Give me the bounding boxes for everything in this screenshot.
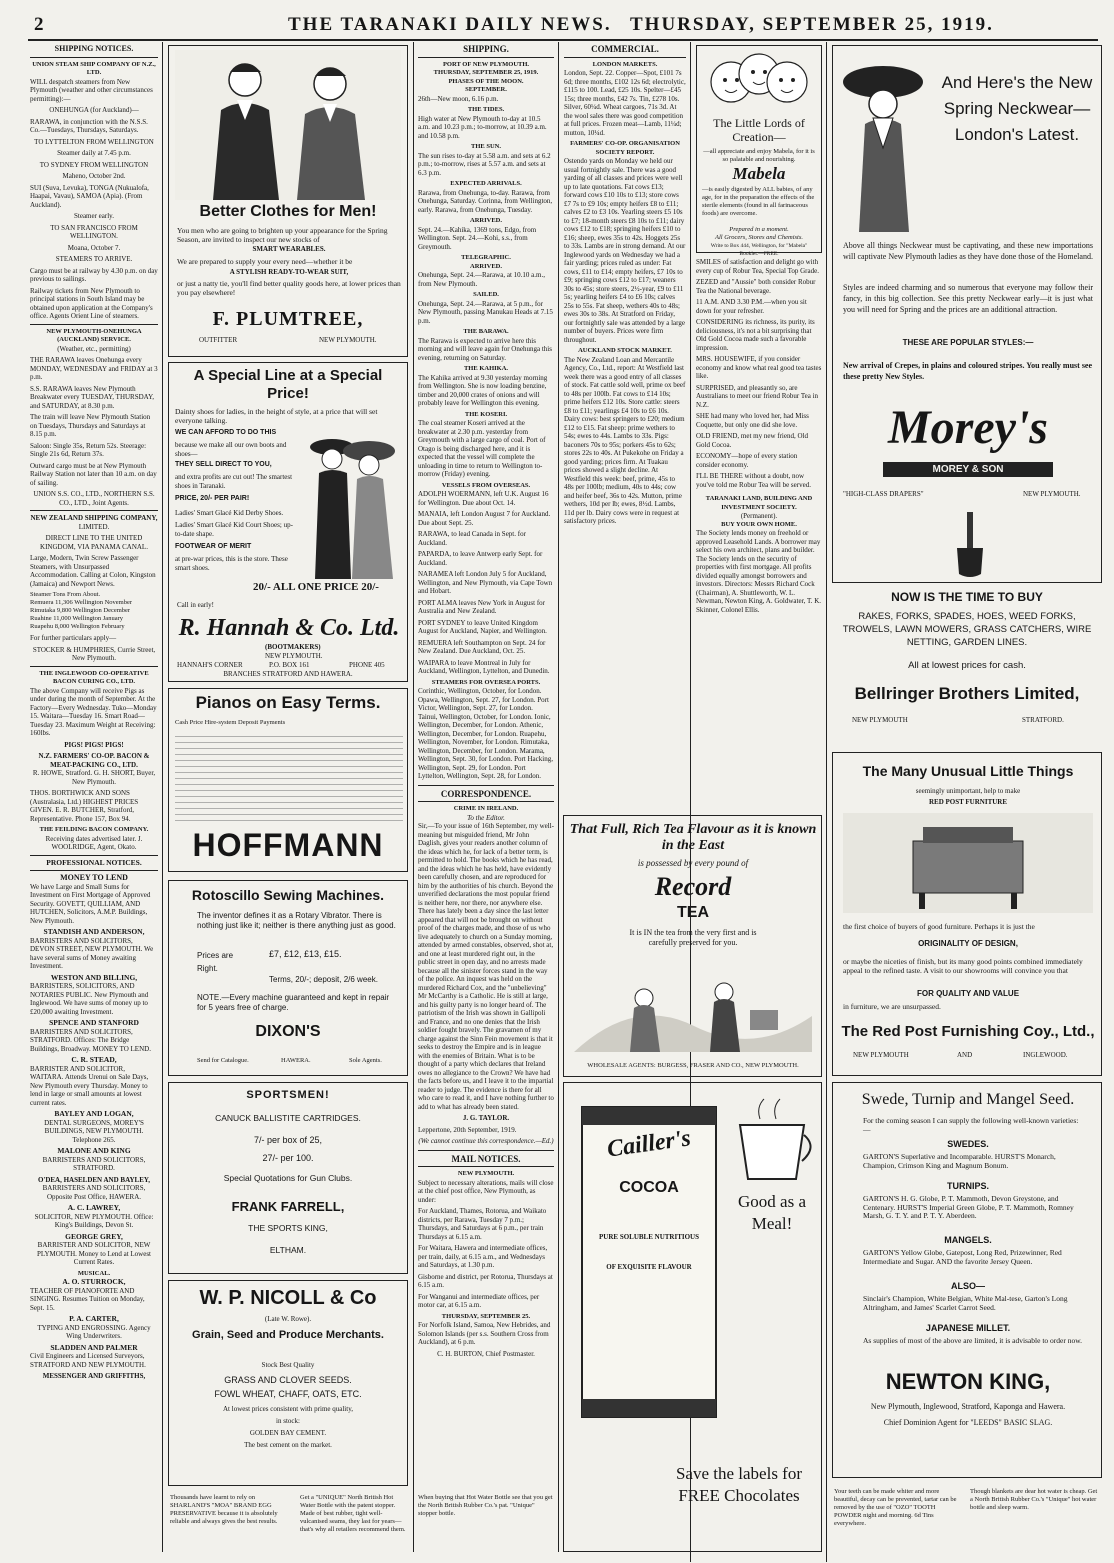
ad-copy: Prepared in a moment. [729,226,789,233]
price-table-header: Cash Price Hire-system Deposit Payments [175,719,286,726]
ad-copy: or maybe the niceties of finish, but its many good points combined immediately appeal to the refined taste. A visit to our showrooms will convince you that [843,957,1083,975]
ad-sub: (BOOTMAKERS) [265,643,321,651]
ad-copy: For the coming season I can supply the following well-known varieties:— [863,1116,1079,1134]
professional-notice: C. R. STEAD, [71,1055,117,1064]
notice-line: ONEHUNGA (for Auckland)— [49,106,139,114]
notice-title: NEW ZEALAND SHIPPING COMPANY, [30,514,158,522]
ad-copy: New arrival of Crepes, in plains and coloured stripes. You really must see these pretty New Styles. [843,361,1093,381]
ad-subhead: ALSO— [950,1281,985,1291]
ad-copy: seemingly unimportant, help to make [915,787,1021,795]
ad-headline: That Full, Rich Tea Flavour as it is known in the East [569,822,817,853]
professional-notice: BAYLEY AND LOGAN, [54,1109,134,1118]
ad-headline: Rotoscillo Sewing Machines. [191,887,385,903]
ad-phone: PHONE 405 [349,661,385,669]
plumtree-ad [168,45,408,357]
ad-copy: 27/- per 100. [262,1153,314,1163]
brand-name: HOFFMANN [192,827,384,863]
babies-illustration [703,50,815,112]
notice-line: DIRECT LINE TO THE UNITED KINGDOM, VIA PANAMA CANAL. [40,534,148,551]
ad-copy: —is easily digested by ALL babies, of any age, for in the preparation the effects of the sterile elements (found in all farinaceous foods) are overcome. [702,186,815,217]
tea-pickers-illustration [574,956,812,1052]
ad-copy: GARTON'S Yellow Globe, Gatepost, Long Red, Prizewinner, Red Intermediate and Sugar. AND the favorite Jersey Queen. [863,1248,1062,1266]
notice-title: THE INGLEWOOD CO-OPERATIVE BACON CURING CO., LTD. [39,669,149,685]
ad-headline: Better Clothes for Men! [199,203,377,220]
professional-notice: STANDISH AND ANDERSON, [43,927,145,936]
ad-copy: Special Quotations for Gun Clubs. [223,1173,353,1183]
cailler-ad [563,1082,822,1552]
professional-notice: MONEY TO LEND [60,873,128,882]
hannah-ad [168,362,408,682]
ad-town: NEW PLYMOUTH. [265,652,323,660]
newspaper-title: THE TARANAKI DAILY NEWS. [288,14,612,35]
ad-copy: A STYLISH READY-TO-WEAR SUIT, [229,268,349,276]
ad-copy: Stock Best Quality [261,1361,315,1369]
ad-subhead: ORIGINALITY OF DESIGN, [918,939,1018,948]
column-rule [413,42,414,1552]
ad-headline: SPORTSMEN! [246,1089,330,1101]
ad-copy: in furniture, we are unsurpassed. [843,1002,941,1011]
section-heading: SHIPPING. [463,45,509,54]
notice-body: WILL despatch steamers from New Plymouth (weather and other circumstances permitting):— [30,77,153,103]
ad-subhead: THESE ARE POPULAR STYLES:— [902,338,1034,347]
ozo-tooth-powder-notice: Your teeth can be made whiter and more beautiful, decay can be prevented, tartar can be removed by the use of "OZO" TOOTH POWDER night and morning. 6d Tins everywhere. [834,1488,957,1527]
ad-copy: or just a natty tie, you'll find better quality goods here, at lower prices than you pay elsewhere! [177,279,401,297]
hannah-logo: R. Hannah & Co. Ltd. [178,615,400,641]
morey-ad [832,45,1102,583]
ad-trade: "HIGH-CLASS DRAPERS" [843,490,924,498]
ad-copy: Write to Box 444, Wellington, for "Mabela" Booklet.—FREE. [710,243,808,257]
ad-copy: All Grocers, Stores and Chemists. [715,234,803,241]
ad-copy: Ladies' Smart Glacé Kid Court Shoes; up-to-date shape. [175,521,293,538]
notice-line: TO SYDNEY FROM WELLINGTON [39,160,149,169]
lady-illustration [839,52,929,232]
issue-date: THURSDAY, SEPTEMBER 25, 1919. [630,14,994,35]
ad-town: STRATFORD. [1022,716,1064,724]
advertiser-name: F. PLUMTREE, [212,308,364,330]
gentlemen-illustration [175,50,401,200]
ad-copy: Sinclair's Champion, White Belgian, White Mal-tese, Garton's Long Altringham, and James' Scarlet Carrot Seed. [863,1294,1068,1312]
ad-sub: THE SPORTS KING, [248,1223,328,1233]
ad-copy: SMART WEARABLES. [252,245,326,253]
ad-headline: Swede, Turnip and Mangel Seed. [861,1091,1075,1108]
ad-copy: WE CAN AFFORD TO DO THIS [175,429,277,436]
redpost-ad [832,752,1102,1076]
ad-copy: The best cement on the market. [244,1441,332,1449]
brand-name: Cailler's [605,1125,693,1163]
ad-headline: The Little Lords of Creation— [713,116,805,144]
ad-agents: Sole Agents. [349,1057,382,1064]
pianos-ad [168,688,408,872]
section-heading: SHIPPING NOTICES. [54,45,134,53]
ad-sub: (Late W. Rowe). [264,1315,312,1323]
ad-headline: The Many Unusual Little Things [862,763,1074,779]
professional-notice: O'DEA, HASELDEN AND BAYLEY, [37,1175,151,1184]
ad-copy: Ladies' Smart Glacé Kid Derby Shoes. [175,509,284,517]
ad-town: NEW PLYMOUTH [852,716,908,724]
page-number: 2 [34,14,46,35]
ad-copy: —all appreciate and enjoy Mabela, for it is so palatable and nourishing. [703,148,815,163]
professional-notice: A. O. STURROCK, [62,1277,126,1286]
unique-bottle-notice: When buying that Hot Water Bottle see that you get the North British Rubber Co.'s pat. "Unique" stopper bottle. [418,1494,553,1517]
ad-town: AND [957,1051,973,1059]
pigs-label: PIGS! [64,740,83,749]
ad-copy: At lowest prices consistent with prime quality, [223,1405,353,1413]
ad-copy: 7/- per box of 25, [253,1135,323,1145]
ad-copy: Prices are Right. [197,951,234,973]
column-rule [826,42,827,1562]
product-label: OF EXQUISITE FLAVOUR [606,1263,692,1271]
professional-notice: A. C. LAWREY, [67,1203,121,1212]
ad-headline: Pianos on Easy Terms. [195,693,381,712]
shipping-column: SHIPPING. PORT OF NEW PLYMOUTH. THURSDAY, SEPTEMBER 25, 1919. PHASES OF THE MOON. SEPTEMBER. 26th—New moon, 6.16 p.m. THE TIDES. High water at New Plymouth to-day at 10.5 a.m. and 10.23 p.m.; to-morrow, at 10.39 a.m. and 10.58 p.m. THE SUN. The sun rises to-day at 5.58 a.m. and sets at 6.2 p.m.; to-morrow, rises at 5.57 a.m. and sets at 6.3 p.m. EXPECTED ARRIVALS. Rarawa, from Onehunga, to-day. Rarawa, from Onehunga, Saturday. Corinna, from Wellington, early. Rarawa, from Onehunga, Tuesday. ARRIVED. Sept. 24.—Kahika, 1369 tons, Edgo, from Wellington. Sept. 24.—Kohi, s.s., from Greymouth. TELEGRAPHIC. ARRIVED. Onehunga, Sept. 24.—Rarawa, at 10.10 a.m., from New Plymouth. SAILED. Onehunga, Sept. 24.—Rarawa, at 5 p.m., for New Plymouth, passing Manukau Heads at 7.15 p.m. THE BARAWA. The Rarawa is expected to arrive here this morning and will leave again for Onehunga this evening, returning on Saturday. THE KAHIKA. The Kahika arrived at 9.30 yesterday morning from Wellington. She is now loading benzine, timber and 20,000 crates of onions and will probably leave for Wellington this evening. THE KOSERI. The coal steamer Koseri arrived at the breakwater at 2.30 p.m. yesterday from Greymouth with a large cargo of coal. Port of Otago is being discharged here, and it is expected that the vessel will complete the unloading in time to return to Wellington to-morrow (Friday) evening. VESSELS FROM OVERSEAS. ADOLPH WOERMANN, left U.K. August 16 for Wellington. Due about Oct. 14. MANAIA, left London August 7 for Auckland. Due about Sept. 25. RARAWA, to lead Canada in Sept. for Auckland. PAPARDA, to leave Antwerp early Sept. for Auckland. NARAMEA left London July 5 for Auckland, Wellington, and New Plymouth, via Cape Town and Hobart. PORT ALMA leaves New York in August for Australia and New Zealand. PORT SYDNEY to leave United Kingdom August for Auckland, Napier, and Wellington. REMUERA left Southampton on Sept. 24 for New Zealand. Due Auckland, Oct. 25. WAIPARA to leave Montreal in July for Auckland, Wellington, Lyttelton, and Dunedin. STEAMERS FOR OVERSEA PORTS. Corinthic, Wellington, October, for London. Opawa, Wellington, Sept. 27, for London. Port Victor, Wellington, Sept. 27, for London. Tainui, Wellington, October, for London. Ionic, Wellington, December, for London. Athenic, Wellington, December, for London. Ruapehu, Wellington, November, for London. Rimutaka, Wellington, December, for London. Marama, Wellington, Sept. 30, for London. Port Hacking, Wellington, Sept. 29, for London. Port Lyttelton, Wellington, Sept. 28, for London. CORRESPONDENCE. CRIME IN IRELAND. To the Editor. Sir,—To your issue of 16th September, my well-meaning but misguided friend, Mr John Daglish, gives your readers another column of the ideas which he, for lack of a better term, is permitted to hold. The books which he has read, and the ideas which he has held, have evidently been carefully chosen, and are reproduced for him by the authorities of his church. Beyond the unverified declarations the most popular friend is neither here, nor there, nor anywhere else. There has lately been a day since the last letter appeared that will not be brought on without proof of the charges made, and those of us who live adequately to church on a Sunday morning, attended by armed constables, observed, shot at, and one at least murdered right out, in the public street in open day, and no arrests made because all the sinister forces stand in the way of the police. An inquest was held on the murdered Richard Cox, and the "unbelieving" Mr McCarthy is a Catholic. He is still at large, and his guilty party is no longer heard of. The patriotism of the Irish was shown in Gallipoli and France, and no one denies that the Irish soldier fought bravely. The gravamen of my charge against the Sinn Fein movement is that it seeks to destroy the Empire and is in league with the enemies of Britain. What is to be thought of a party which declares that Ireland owes no allegiance to the Crown? We have had the facts before us, and I leave it to the impartial reader to judge. The evidence is there for all who care to read it, and I have nothing further to add to what has already been stated. J. G. TAYLOR. Leppertone, 20th September, 1919. (We cannot continue this correspondence.—Ed.) MAIL NOTICES. NEW PLYMOUTH. Subject to necessary alterations, mails will close at the chief post office, New Plymouth, as under: For Auckland, Thames, Rotorua, and Waikato districts, per Rarawa, Tuesday 7 p.m.; Thursdays, and Saturdays at 6 p.m., per train Thursdays at 6.15 a.m. For Waitara, Hawera and intermediate offices, per train, daily, at 6.15 a.m., and Wednesdays and Saturdays, at 1.30 p.m. Gisborne and district, per Rotorua, Thursdays at 6.15 a.m. For Wanganui and intermediate offices, per motor car, at 6.15 a.m. THURSDAY, SEPTEMBER 25. For Norfolk Island, Samoa, New Hebrides, and Solomon Islands (per s.s. Southern Cross from Auckland), at 6 p.m. C. H. BURTON, Chief Postmaster. [418,45,554,1358]
ad-copy: and extra profits are cut out! The smartest shoes in Taranaki. [175,473,293,490]
ad-price: PRICE, 20/- PER PAIR! [175,495,250,502]
ad-branches: BRANCHES STRATFORD AND HAWERA. [223,670,353,678]
brand-sub: TEA [677,904,709,921]
ad-headline: A Special Line at a Special Price! [193,367,383,402]
ad-subhead: JAPANESE MILLET. [925,1323,1011,1333]
ad-copy: Styles are indeed charming and so numerous that everyone may follow their fancy, in this big collection. See this pretty Neckwear early—it is just what you will need for Spring and the prices are an additional attraction. [843,283,1093,314]
sharland-notice: Thousands have learnt to rely on SHARLAND'S "MOA" BRAND EGG PRESERVATIVE because it is absolutely reliable and always gives the best results. [170,1494,278,1525]
sportsmen-ad [168,1082,408,1274]
ad-copy: GARTON'S Superlative and Incomparable. HURST'S Monarch, Champion, Crimson King and Magnum Bonum. [863,1152,1056,1170]
cup-illustration [730,1095,814,1185]
ad-subhead: TURNIPS. [946,1181,989,1191]
ad-copy: Chief Dominion Agent for "LEEDS" BASIC SLAG. [883,1418,1053,1427]
ad-copy: You men who are going to brighten up your appearance for the Spring Season, are invited to inspect our new stocks of [177,226,388,244]
commercial-column: COMMERCIAL. LONDON MARKETS. London, Sept. 22. Copper—Spot, £101 7s 6d; three months, £102 12s 6d; electrolytic, £115 to 100. Lead, £25 10s. Spelter—£45 15s; three months, £42 7s. Tin, £278 10s. Silver, 60¼d. Wheat cargoes, 71s 3d. At the wool sales there was good competition at full prices. Frozen meat—Lamb, 11¼d; mutton, 10¼d. FARMERS' CO-OP. ORGANISATION SOCIETY REPORT. Ostendo yards on Monday we held our usual fortnightly sale. There was a good yarding of all classes and prices were well up to late quotations. Fat cows £13; forward cows £10 10s to £13; store cows £7 7s to £9 10s; empty heifers £8 to £11; calves £2 to £3 10s. Yearling steers £5 10s to £7; 18-month steers £8 10s to £11; dairy cows £12 to £18; springing heifers £10 to £16; sheep, ewes 35s to 42s. Hoggets 25s to 33s. Lambs are in strong demand. At our Inglewood yards on Wednesday we had a fair yarding; prices ruled as under: Fat cows, £11 to £14; empty heifers, £7 10s to £9; springing cows £12 to £17; weaners 30s to 45s; store steers, 2½-year, £9 to £11 5s; yearling heifers £4 to £6 10s; calves 25s to 55s. Fat sheep, wethers 40s to 48s; ewes 30s to 38s. At Stratford on Friday, our fortnightly sale was attended by a large number of buyers. Prices were firm throughout. AUCKLAND STOCK MARKET. The New Zealand Loan and Mercantile Agency, Co., Ltd., report: At Westfield last week there was a good entry of all classes of stock. Fat cattle sold well, prime ox beef to 48s per 100lb. Fat cows to £14 10s; prime heifers £12 10s. Store cattle: steers £8 to £11; yearlings £4 10s to £6 10s. Dairy cows: best springers to £20; medium £12 to £15. Fat sheep: prime wethers to 54s; ewes to 44s. Lambs to 33s. Pigs: baconers 70s to 95s; porkers 45s to 62s; stores 22s to 40s. At Pukekohe on Friday a good yarding; prices firm. At Tuakau prices showed a slight decline. At Westfield this week: beef, prime, 45s to 48s per 100lb; medium, 40s to 44s; cow and heifer beef, 36s to 42s. Mutton, prime wethers, 10d per lb; ewes, 8½d. Lambs, 11d per lb. Dairy cows were in request at satisfactory prices. [564,45,686,525]
nicoll-ad [168,1280,408,1486]
spade-illustration [953,512,987,578]
ad-copy: because we make all our own boots and shoes— [175,441,287,458]
notice-body: RARAWA, in conjunction with the N.S.S. Co.—Tuesdays, Thursdays, Saturdays. [30,117,148,134]
ad-copy: RAKES, FORKS, SPADES, HOES, WEED FORKS, TROWELS, LAWN MOWERS, GRASS CATCHERS, WIRE NETTING, GARDEN LINES. [842,611,1092,648]
brand-name: DIXON'S [255,1023,321,1040]
professional-notice: WESTON AND BILLING, [50,972,138,982]
advertiser-name: FRANK FARRELL, [231,1199,345,1214]
professional-notice: SLADDEN AND PALMER [50,1342,138,1352]
professional-notice: MESSENGER AND GRIFFITHS, [42,1372,146,1380]
mabela-ad [696,45,822,257]
blankets-notice: Though blankets are dear hot water is cheap. Get a North British Rubber Co.'s "Unique" hot water bottle and sleep warm. [970,1488,1098,1511]
ad-copy: CANUCK BALLISTITE CARTRIDGES. [215,1113,361,1123]
brand-name: Mabela [732,164,786,183]
ad-tagline: Save the labels for FREE Chocolates [675,1464,803,1505]
ad-prices: £7, £12, £13, £15. [269,949,342,959]
ad-copy: GARTON'S H. G. Globe, P. T. Mammoth, Devon Greystone, and Centenary. HURST'S Imperial Green Globe, P. T. Mammoth, Romney Marsh, G. T. Y. and P. T. Y. Aberdeen. [863,1194,1074,1220]
notice-line: TO SAN FRANCISCO FROM WELLINGTON. [50,223,138,240]
ad-copy: the first choice of buyers of good furniture. Perhaps it is just the [843,922,1035,931]
masthead-rule [28,39,1098,41]
sewing-ad [168,880,408,1076]
ad-towns: New Plymouth, Inglewood, Stratford, Kaponga and Hawera. [870,1402,1066,1411]
advertiser-name: Bellringer Brothers Limited, [854,684,1080,703]
ad-copy: As supplies of most of the above are limited, it is advisable to order now. [863,1336,1083,1345]
ad-subhead: SWEDES. [947,1139,989,1149]
ad-copy: RED POST FURNITURE [928,798,1008,806]
ad-town: ELTHAM. [269,1245,307,1255]
hot-water-bottle-notice: Get a "UNIQUE" North British Hot Water Bottle with the patent stopper. Made of best rubber, tight well-vulcanised seams, they last for years—that's why all retailers recommend them. [300,1494,406,1533]
column-rule [558,42,559,1552]
furniture-illustration [843,813,1093,913]
ad-note: NOTE.—Every machine guaranteed and kept in repair for 5 years free of charge. [197,993,390,1012]
ad-copy: at pre-war prices, this is the store. These smart shoes. [175,555,288,572]
ad-town: NEW PLYMOUTH. [319,336,377,344]
ad-copy: GOLDEN BAY CEMENT. [249,1429,327,1437]
ad-copy: The inventor defines it as a Rotary Vibrator. There is nothing just like it; neither is there anything just as good. [197,911,396,930]
ad-copy: is possessed by every pound of [637,858,749,868]
notice-title: NEW PLYMOUTH-ONEHUNGA (AUCKLAND) SERVICE. [46,327,142,343]
column-rule [162,42,163,1552]
ad-town: NEW PLYMOUTH. [1023,490,1081,498]
robur-notices: SMILES of satisfaction and delight go with every cup of Robur Tea, Special Top Grade. ZEZED and "Aussie" both consider Robur Tea the National beverage. 11 A.M. AND 3.30 P.M.—when you sit down for your refresher. CONSIDERING its richness, its purity, its deliciousness, it's not a bit surprising that Old Gold Cocoa made such a favorable impression. MRS. HOUSEWIFE, if you consider economy and know what real good tea tastes like. SURPRISED, and pleasantly so, are Australians to meet our friend Robur Tea in N.Z. SHE had many who loved her, had Miss Coquette, but only one did she love. OLD FRIEND, met my new friend, Old Gold Cocoa. ECONOMY—hope of every station consider economy. I'LL BE THERE without a doubt, now you've told me Robur Tea will be served. TARANAKI LAND, BUILDING AND INVESTMENT SOCIETY. (Permanent). BUY YOUR OWN HOME. The Society lends money on freehold or approved Leasehold Lands. A borrower may select his own architect, plans and builder. The Society lends on the security of properties with first mortgage. All profits divided equally amongst borrowers and investors. Directors: Messrs Richard Cock (Chairman), A. Shuttleworth, W. L. Newman, Newton King, A. Goldwater, T. K. Skinner, Colonel Ellis. [696,258,822,614]
ad-subhead: MANGELS. [944,1235,992,1245]
product-label: PURE SOLUBLE NUTRITIOUS [599,1233,699,1241]
notice-line: STEAMERS TO ARRIVE. [55,255,133,263]
notice-title: THE FEILDING BACON COMPANY. [39,826,149,833]
ad-town: NEW PLYMOUTH [853,1051,909,1059]
morey-logo: Morey's [888,401,1048,454]
ad-subhead: FOR QUALITY AND VALUE [916,989,1020,998]
couple-illustration [297,429,403,579]
notice-title: N.Z. FARMERS' CO-OP. BACON & MEAT-PACKING CO., LTD. [38,752,150,769]
ad-tagline: Grain, Seed and Produce Merchants. [192,1329,384,1341]
ad-copy: FOOTWEAR OF MERIT [175,543,252,550]
bellringer-ad [832,590,1102,746]
ad-headline: NOW IS THE TIME TO BUY [891,590,1043,604]
section-heading: CORRESPONDENCE. [440,788,532,799]
section-heading: MAIL NOTICES. [451,1153,521,1164]
ad-tagline: Good as a Meal! [738,1192,806,1233]
professional-notice: P. A. CARTER, [69,1314,119,1323]
masthead [0,0,1114,40]
ad-address: HANNAH'S CORNER [177,661,243,669]
notice-title: UNION STEAM SHIP COMPANY OF N.Z., LTD. [32,60,156,76]
price-table [175,731,403,821]
newton-king-ad [832,1082,1102,1478]
professional-notice: GEORGE GREY, [65,1231,123,1241]
brand-sub: COCOA [619,1179,679,1196]
advertiser-name: W. P. NICOLL & Co [199,1287,377,1309]
record-tea-ad [563,815,822,1077]
ad-copy: We are prepared to supply your every need—whether it be [177,257,353,266]
ad-town: INGLEWOOD. [1023,1051,1068,1059]
morey-logo-sub: MOREY & SON [883,462,1053,477]
ad-copy: All at lowest prices for cash. [908,660,1026,671]
notice-line: TO LYTTELTON FROM WELLINGTON [34,137,154,146]
professional-notice: SPENCE AND STANFORD [49,1018,139,1027]
section-heading: PROFESSIONAL NOTICES. [46,857,142,867]
ad-town: HAWERA. [281,1057,311,1064]
ad-catalogue: Send for Catalogue. [197,1057,249,1064]
advertiser-name: The Red Post Furnishing Coy., Ltd., [841,1023,1095,1040]
ad-headline: And Here's the New Spring Neckwear— London's Latest. [941,73,1093,144]
ad-copy: Call in early! [177,601,214,609]
advertiser-name: NEWTON KING, [885,1369,1051,1394]
ad-copy: FOWL WHEAT, CHAFF, OATS, ETC. [214,1389,362,1399]
ad-agents: WHOLESALE AGENTS: BURGESS, FRASER AND CO., NEW PLYMOUTH. [587,1062,799,1069]
ad-terms: Terms, 20/-; deposit, 2/6 week. [269,975,378,984]
ad-copy: in stock: [276,1417,300,1425]
one-price-banner: 20/- ALL ONE PRICE 20/- [253,581,379,593]
notice-line: STOCKER & HUMPHRIES, Currie Street, New Plymouth. [32,645,156,662]
professional-notice: MALONE AND KING [57,1146,131,1155]
shipping-notices-column: SHIPPING NOTICES. UNION STEAM SHIP COMPANY OF N.Z., LTD. WILL despatch steamers from New Plymouth (weather and other circumstances permitting):— ONEHUNGA (for Auckland)— RARAWA, in conjunction with the N.S.S. Co.—Tuesdays, Thursdays, Saturdays. TO LYTTELTON FROM WELLINGTON Steamer daily at 7.45 p.m. TO SYDNEY FROM WELLINGTON Maheno, October 2nd. SUI (Suva, Levuka), TONGA (Nukualofa, Haapai, Vavau), SAMOA (Apia). (From Auckland). Steamer early. TO SAN FRANCISCO FROM WELLINGTON. Moana, October 7. STEAMERS TO ARRIVE. Cargo must be at railway by 4.30 p.m. on day previous to sailings. Railway tickets from New Plymouth to principal stations in South Island may be obtained upon application at the Company's office. Agents Orient Line of steamers. NEW PLYMOUTH-ONEHUNGA (AUCKLAND) SERVICE. (Weather, etc., permitting) THE RARAWA leaves Onehunga every MONDAY, WEDNESDAY and FRIDAY at 3 p.m. S.S. RARAWA leaves New Plymouth Breakwater every TUESDAY, THURSDAY, and SATURDAY, at 8.30 p.m. The train will leave New Plymouth Station on Tuesdays, Thursdays and Saturdays at 8.15 p.m. Saloon: Single 35s, Return 52s. Steerage: Single 21s 6d, Return 37s. Outward cargo must be at New Plymouth Railway Station not later than 10 a.m. on day of sailing. UNION S.S. CO., LTD., NORTHERN S.S. CO., LTD., Joint Agents. NEW ZEALAND SHIPPING COMPANY, LIMITED. DIRECT LINE TO THE UNITED KINGDOM, VIA PANAMA CANAL. Large, Modern, Twin Screw Passenger Steamers, with Unsurpassed Accommodation. Calling at Colon, Kingston (Jamaica) and Newport News. Steamer Tons From About. Remuera 11,306 Wellington November Rimutaka 9,800 Wellington December Ruahine 11,000 Wellington January Ruapehu 8,000 Wellington February For further particulars apply— STOCKER & HUMPHRIES, Currie Street, New Plymouth. THE INGLEWOOD CO-OPERATIVE BACON CURING CO., LTD. The above Company will receive Pigs as under during the month of September. At the Factory—Every Wednesday. Tuko—Monday 15. Waitara—Tuesday 16. Smart Road—Tuesday 23. Maximum Weight at Receiving: 160lbs. PIGS! PIGS! PIGS! N.Z. FARMERS' CO-OP. BACON & MEAT-PACKING CO., LTD. R. HOWE, Stratford. G. H. SHORT, Buyer, New Plymouth. THOS. BORTHWICK AND SONS (Australasia, Ltd.) HIGHEST PRICES GIVEN. E. R. BUTCHER, Stratford, Representative. Phone 157, Box 94. THE FEILDING BACON COMPANY. Receiving dates advertised later. J. WOOLRIDGE, Agent, Okato. PROFESSIONAL NOTICES. MONEY TO LEND We have Large and Small Sums for Investment on First Mortgage of Approved Security. GOVETT, QUILLIAM, AND HUTCHEN, Solicitors, A.M.P. Buildings, New Plymouth. STANDISH AND ANDERSON, BARRISTERS AND SOLICITORS, DEVON STREET, NEW PLYMOUTH. We have several sums of Money awaiting Investment. WESTON AND BILLING, BARRISTERS, SOLICITORS, AND NOTARIES PUBLIC. New Plymouth and Inglewood. We have sums of money up to £20,000 awaiting Investment. SPENCE AND STANFORD BARRISTERS AND SOLICITORS, STRATFORD. Offices: The Bridge Buildings, Broadway. MONEY TO LEND. C. R. STEAD, BARRISTER AND SOLICITOR, WAITARA. Attends Urenui on Sale Days, New Plymouth every Thursday. Money to lend in large or small amounts at lowest current rates. BAYLEY AND LOGAN, DENTAL SURGEONS, MOREY'S BUILDINGS, NEW PLYMOUTH. Telephone 265. MALONE AND KING BARRISTERS AND SOLICITORS, STRATFORD. O'DEA, HASELDEN AND BAYLEY, BARRISTERS AND SOLICITORS, Opposite Post Office, HAWERA. A. C. LAWREY, SOLICITOR, NEW PLYMOUTH. Office: King's Buildings, Devon St. GEORGE GREY, BARRISTER AND SOLICITOR, NEW PLYMOUTH. Money to Lend at Lowest Current Rates. MUSICAL. A. O. STURROCK, TEACHER OF PIANOFORTE AND SINGING. Resumes Tuition on Monday, Sept. 15. P. A. CARTER, TYPING AND ENGROSSING. Agency Wing Underwriters. SLADDEN AND PALMER Civil Engineers and Licensed Surveyors, STRATFORD AND NEW PLYMOUTH. MESSENGER AND GRIFFITHS, [30,45,158,1380]
ad-copy: Dainty shoes for ladies, in the height of style, at a price that will set everyone talking. [175,407,378,425]
ad-copy: THEY SELL DIRECT TO YOU, [175,461,272,468]
ad-copy: GRASS AND CLOVER SEEDS. [224,1375,352,1385]
ad-po-box: P.O. BOX 161 [269,661,310,669]
brand-name: Record [654,872,732,901]
section-heading: COMMERCIAL. [591,45,659,54]
ad-trade: OUTFITTER [199,336,238,344]
ad-copy: Above all things Neckwear must be captivating, and these new importations will captivate New Plymouth ladies as they have done those of the Homeland. [843,241,1093,261]
ad-copy: It is IN the tea from the very first and is carefully preserved for you. [629,928,757,947]
